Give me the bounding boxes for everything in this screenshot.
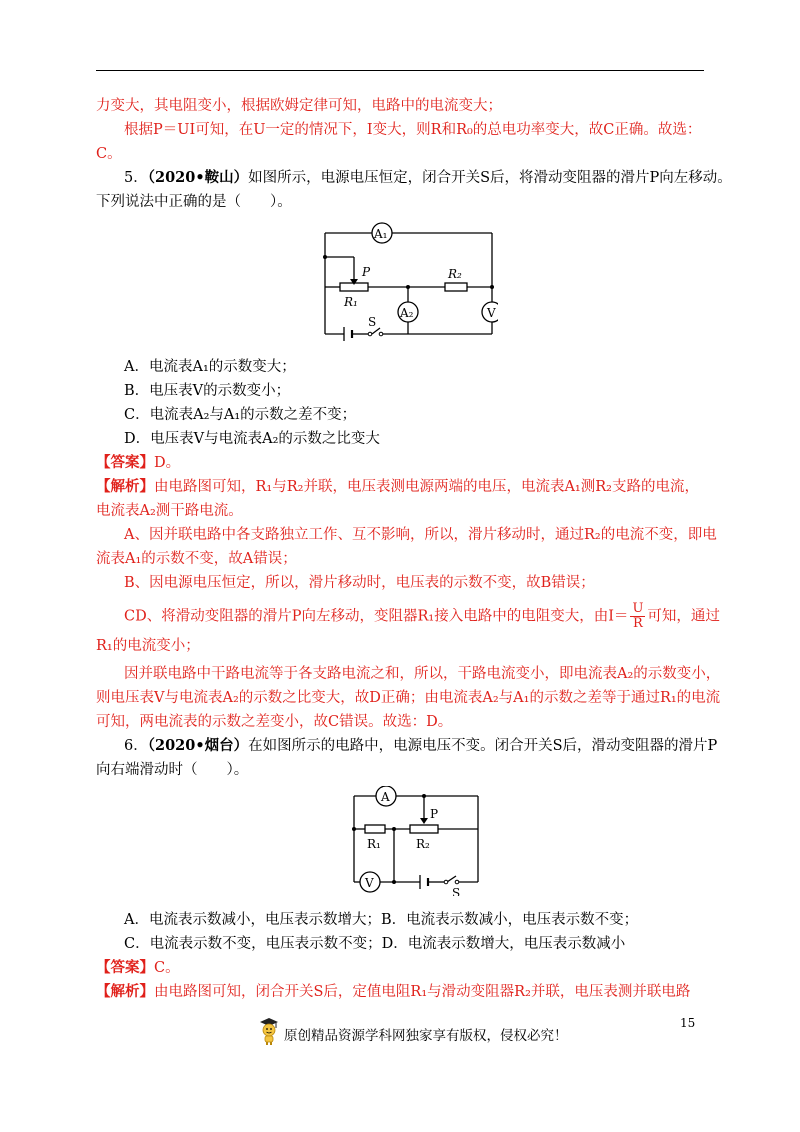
voltmeter-label: V xyxy=(365,876,374,890)
answer-value: D。 xyxy=(154,455,181,471)
question-number: 6． xyxy=(124,738,148,754)
resistor-r2-label: R₂ xyxy=(448,267,462,281)
question-source: （2020•鞍山） xyxy=(147,169,249,186)
question-text: 在如图所示的电路中，电源电压不变。闭合开关S后，滑动变阻器的滑片P xyxy=(248,738,718,754)
analysis xyxy=(96,477,699,497)
resistor-r1-label: R₁ xyxy=(344,295,358,309)
ammeter-a2-label: A₂ xyxy=(400,306,414,320)
fraction-numerator: U xyxy=(632,601,644,616)
analysis-text: 由电路图可知，R₁与R₂并联，电压表测电源两端的电压，电流表A₁测R₂支路的电流， xyxy=(154,479,699,495)
analysis-text: 电流表A₂测干路电流。 xyxy=(96,503,243,519)
question-5-stem xyxy=(124,168,732,188)
analysis-text: 因并联电路中干路电流等于各支路电流之和，所以，干路电流变小，即电流表A₂的示数变小， xyxy=(124,666,721,682)
option-d: D．电压表V与电流表A₂的示数之比变大 xyxy=(124,431,380,447)
analysis xyxy=(96,982,690,1002)
answer xyxy=(96,453,180,473)
text-line: 力变大，其电阻变小，根据欧姆定律可知，电路中的电流变大； xyxy=(96,98,502,114)
circuit-diagram-q6 xyxy=(345,786,485,896)
options-row: A．电流表示数减小，电压表示数增大；B．电流表示数减小，电压表示数不变； xyxy=(124,912,639,928)
analysis-text: B、因电源电压恒定，所以，滑片移动时，电压表的示数不变，故B错误； xyxy=(124,575,595,591)
analysis-text: 由电路图可知，闭合开关S后，定值电阻R₁与滑动变阻器R₂并联，电压表测并联电路 xyxy=(154,984,691,1000)
answer-tag: 【答案】 xyxy=(96,959,154,976)
question-number: 5． xyxy=(124,170,148,186)
option-c: C．电流表A₂与A₁的示数之差不变； xyxy=(124,407,357,423)
resistor-r2-label: R₂ xyxy=(416,837,430,851)
circuit-diagram-q5 xyxy=(318,218,498,342)
switch-label: S xyxy=(368,315,377,329)
analysis-text: 可知，两电流表的示数之差变小，故C错误。故选：D。 xyxy=(96,714,453,730)
question-text: 如图所示，电源电压恒定，闭合开关S后，将滑动变阻器的滑片P向左移动。 xyxy=(248,170,732,186)
answer-tag: 【答案】 xyxy=(96,454,154,471)
analysis-text xyxy=(124,602,720,631)
text-line: 根据P＝UI可知，在U一定的情况下，I变大，则R和R₀的总电功率变大，故C正确。故选： xyxy=(124,122,702,138)
fraction-denominator: R xyxy=(633,616,643,631)
resistor-r1-label: R₁ xyxy=(367,837,381,851)
question-6-stem xyxy=(124,736,717,756)
options-row: C．电流表示数不变，电压表示数不变；D．电流表示数增大，电压表示数减小 xyxy=(124,936,626,952)
question-text: 下列说法中正确的是（ ）。 xyxy=(96,194,292,210)
voltmeter-label: V xyxy=(487,306,496,320)
slider-label: P xyxy=(362,265,371,279)
switch-label: S xyxy=(452,886,461,896)
analysis-text: 则电压表V与电流表A₂的示数之比变大，故D正确；由电流表A₂与A₁的示数之差等于通过R₁的电流 xyxy=(96,690,721,706)
analysis-text: A、因并联电路中各支路独立工作、互不影响，所以，滑片移动时，通过R₂的电流不变，即电 xyxy=(124,527,717,543)
analysis-text: 流表A₁的示数不变，故A错误； xyxy=(96,551,297,567)
footer-copyright: 原创精品资源学科网独家享有版权，侵权必究！ xyxy=(284,1028,568,1044)
question-source: （2020•烟台） xyxy=(147,737,249,754)
question-text: 向右端滑动时（ ）。 xyxy=(96,762,249,778)
header-rule xyxy=(96,70,704,71)
mascot-logo-icon xyxy=(258,1016,280,1046)
answer-value: C。 xyxy=(154,960,180,976)
option-b: B．电压表V的示数变小； xyxy=(124,383,291,399)
analysis-text-part: CD、将滑动变阻器的滑片P向左移动，变阻器R₁接入电路中的电阻变大，由I＝ xyxy=(124,608,629,625)
analysis-tag: 【解析】 xyxy=(96,983,154,1000)
ammeter-label: A xyxy=(381,790,390,804)
ammeter-a1-label: A₁ xyxy=(374,227,388,241)
page-number: 15 xyxy=(680,1016,696,1030)
answer xyxy=(96,958,180,978)
analysis-text: R₁的电流变小； xyxy=(96,638,200,654)
analysis-text-part: 可知，通过 xyxy=(647,608,720,625)
analysis-tag: 【解析】 xyxy=(96,478,154,495)
slider-label: P xyxy=(430,807,439,821)
text-line: C。 xyxy=(96,146,122,162)
fraction-u-over-r xyxy=(630,602,645,631)
option-a: A．电流表A₁的示数变大； xyxy=(124,359,296,375)
